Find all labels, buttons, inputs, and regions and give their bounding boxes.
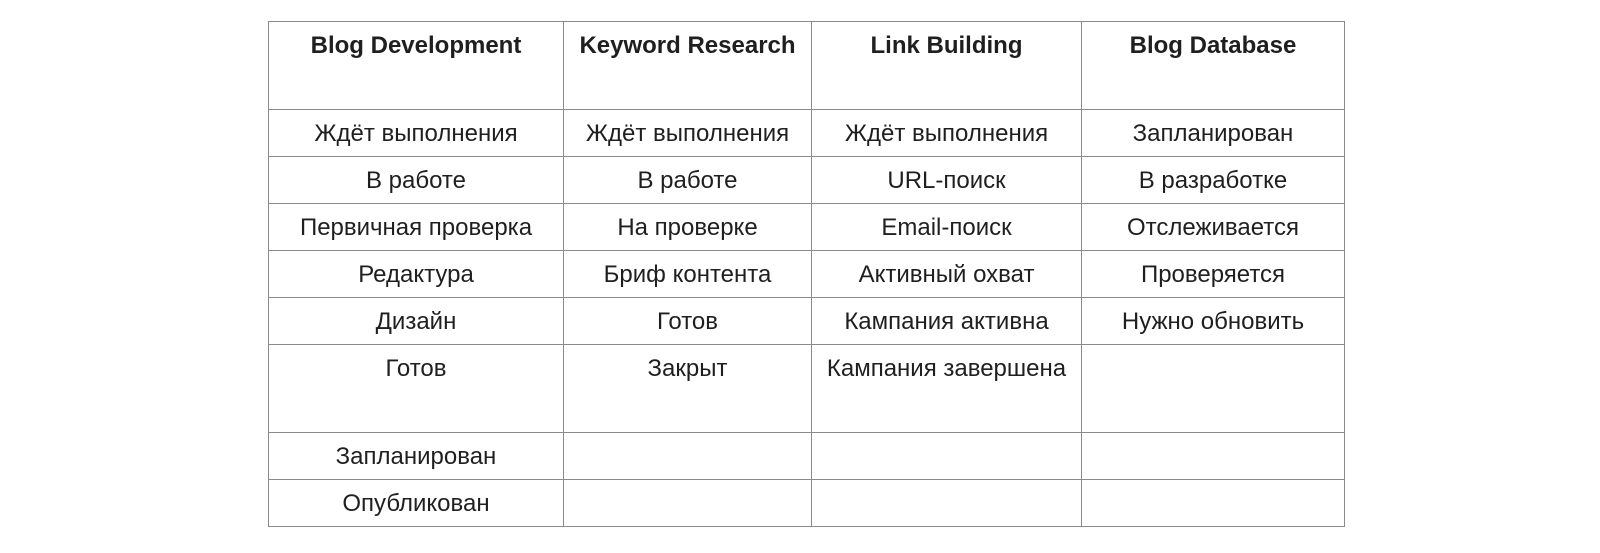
table-cell: Запланирован bbox=[269, 433, 564, 480]
table-cell: Ждёт выполнения bbox=[812, 110, 1082, 157]
column-header: Blog Database bbox=[1082, 22, 1345, 110]
table-cell bbox=[564, 480, 812, 527]
column-header: Link Building bbox=[812, 22, 1082, 110]
table-cell bbox=[1082, 345, 1345, 433]
table-row bbox=[269, 110, 1345, 157]
table-cell: Отслеживается bbox=[1082, 204, 1345, 251]
table-cell: Запланирован bbox=[1082, 110, 1345, 157]
column-header: Blog Development bbox=[269, 22, 564, 110]
table-cell: На проверке bbox=[564, 204, 812, 251]
table-row bbox=[269, 204, 1345, 251]
table-cell bbox=[1082, 433, 1345, 480]
table-cell: Email-поиск bbox=[812, 204, 1082, 251]
table-cell: Редактура bbox=[269, 251, 564, 298]
table-cell: Дизайн bbox=[269, 298, 564, 345]
table-cell: Ждёт выполнения bbox=[564, 110, 812, 157]
table-row bbox=[269, 298, 1345, 345]
status-table bbox=[268, 21, 1345, 527]
table-row bbox=[269, 345, 1345, 433]
table-row bbox=[269, 251, 1345, 298]
column-header: Keyword Research bbox=[564, 22, 812, 110]
table-cell: Готов bbox=[269, 345, 564, 433]
table-cell: Опубликован bbox=[269, 480, 564, 527]
table-cell: URL-поиск bbox=[812, 157, 1082, 204]
table-cell: Ждёт выполнения bbox=[269, 110, 564, 157]
table-cell: Кампания активна bbox=[812, 298, 1082, 345]
table-cell: Нужно обновить bbox=[1082, 298, 1345, 345]
table-row bbox=[269, 480, 1345, 527]
table-cell bbox=[812, 433, 1082, 480]
table-row bbox=[269, 157, 1345, 204]
table-header-row bbox=[269, 22, 1345, 110]
table-cell: Проверяется bbox=[1082, 251, 1345, 298]
table-cell: В разработке bbox=[1082, 157, 1345, 204]
table-cell: В работе bbox=[564, 157, 812, 204]
table-cell: Кампания завершена bbox=[812, 345, 1082, 433]
table-cell bbox=[1082, 480, 1345, 527]
table-cell: Готов bbox=[564, 298, 812, 345]
table-cell: Закрыт bbox=[564, 345, 812, 433]
table-cell: В работе bbox=[269, 157, 564, 204]
table-cell: Бриф контента bbox=[564, 251, 812, 298]
table-row bbox=[269, 433, 1345, 480]
table-cell: Первичная проверка bbox=[269, 204, 564, 251]
table-cell bbox=[812, 480, 1082, 527]
table-cell: Активный охват bbox=[812, 251, 1082, 298]
table-cell bbox=[564, 433, 812, 480]
